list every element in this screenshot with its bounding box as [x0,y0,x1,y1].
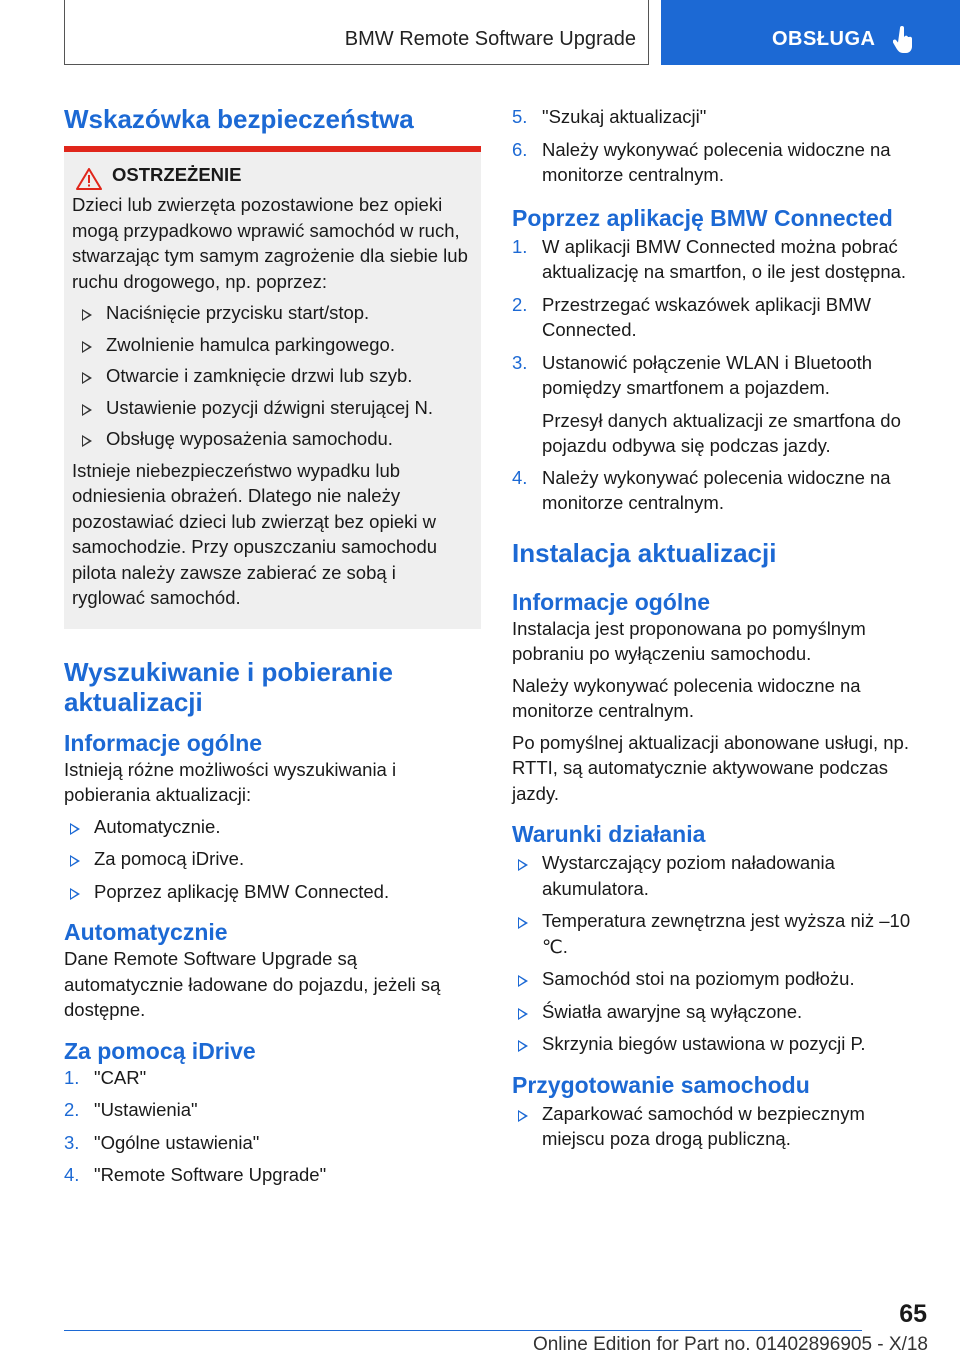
page-number: 65 [899,1300,927,1328]
bullet-triangle-icon [82,341,92,353]
app-step3-note: Przesył danych aktualizacji ze smartfona do pojazdu odbywa się podczas jazdy. [542,409,901,456]
warning-outro: Istnieje niebezpieczeństwo wypadku lub odniesienia obrażeń. Dlatego nie należy pozostawiać dzieci lub zwierząt bez opieki w samochodzie. Przy opuszczaniu samochodu pilota należy zawsze zabierać ze sobą i ryglować samochód. [72,459,438,608]
footer-divider [64,1330,862,1331]
right-column [512,104,926,1152]
search-heading: Wyszukiwanie i pobieranie aktualizacji [64,656,393,717]
chapter-tab[interactable] [661,0,960,65]
bullet-triangle-icon [82,372,92,384]
list-item: Temperatura zewnętrzna jest wyższa niż –10 ℃. [512,908,926,959]
install-general-heading: Informacje ogólne [512,588,711,615]
warning-list [76,300,473,452]
warning-intro: Dzieci lub zwierzęta pozostawione bez opieki mogą przypadkowo wprawić samochód w ruch, stwarzając tym samym zagrożenie dla siebie lub ruchu drogowego, np. poprzez: [72,194,468,292]
bullet-triangle-icon [70,888,80,900]
section-title: BMW Remote Software Upgrade [344,28,636,50]
install-paragraph-3: Po pomyślnej aktualizacji abonowane usługi, np. RTTI, są automatycznie aktywowane podczas jazdy. [512,731,909,804]
list-item: 2. "Ustawienia" [64,1099,198,1120]
warning-title: OSTRZEŻENIE [112,164,242,185]
left-column [64,104,481,1188]
idrive-steps [64,1065,481,1188]
list-item: 2. Przestrzegać wskazówek aplikacji BMW Connected. [512,293,871,340]
list-item: Samochód stoi na poziomym podłożu. [512,966,926,992]
conditions-heading: Warunki działania [512,821,706,847]
general-list [64,814,481,905]
prep-list [512,1101,926,1152]
list-item: Automatycznie. [64,814,481,840]
list-item: Zaparkować samochód w bezpiecznym miejscu poza drogą publiczną. [512,1101,926,1152]
bullet-triangle-icon [82,309,92,321]
list-item: 1. W aplikacji BMW Connected można pobrać aktualizację na smartfon, o ile jest dostępna. [512,235,907,282]
bullet-triangle-icon [518,1040,528,1052]
list-item: Światła awaryjne są wyłączone. [512,999,926,1025]
warning-triangle-icon [76,168,102,190]
install-heading: Instalacja aktualizacji [512,537,777,568]
idrive-steps-continued [512,104,926,188]
general-heading: Informacje ogólne [64,729,263,756]
bullet-triangle-icon [518,859,528,871]
bullet-triangle-icon [518,917,528,929]
list-item: 4. "Remote Software Upgrade" [64,1164,327,1185]
list-item: Naciśnięcie przycisku start/stop. [76,300,473,326]
bullet-triangle-icon [70,855,80,867]
list-item: 4. Należy wykonywać polecenia widoczne na monitorze centralnym. [512,466,891,513]
list-item: Poprzez aplikację BMW Connected. [64,879,481,905]
list-item: Obsługę wyposażenia samochodu. [76,426,473,452]
app-steps [512,234,926,401]
conditions-list [512,850,926,1057]
safety-heading: Wskazówka bezpieczeństwa [64,104,414,134]
hand-pointer-icon [893,26,915,54]
bullet-triangle-icon [518,1110,528,1122]
list-item: 5. "Szukaj aktualizacji" [512,106,707,127]
auto-heading: Automatycznie [64,919,228,945]
list-item: 3. "Ogólne ustawienia" [64,1131,260,1153]
list-item: Za pomocą iDrive. [64,846,481,872]
bullet-triangle-icon [70,823,80,835]
list-item: Otwarcie i zamknięcie drzwi lub szyb. [76,363,473,389]
list-item: 1. "CAR" [64,1066,147,1088]
footer-edition: Online Edition for Part no. 01402896905 - X/18 [532,1334,928,1355]
list-item: Skrzynia biegów ustawiona w pozycji P. [512,1031,926,1057]
prep-heading: Przygotowanie samochodu [512,1071,810,1098]
list-item: 3. Ustanowić połączenie WLAN i Bluetooth pomiędzy smartfonem a pojazdem. [512,351,873,398]
bullet-triangle-icon [518,975,528,987]
list-item: Zwolnienie hamulca parkingowego. [76,332,473,358]
bullet-triangle-icon [82,435,92,447]
bullet-triangle-icon [518,1008,528,1020]
list-item: Wystarczający poziom naładowania akumulatora. [512,850,926,901]
chapter-tab-label: OBSŁUGA [772,28,876,50]
list-item: Ustawienie pozycji dźwigni sterującej N. [76,395,473,421]
install-paragraph-2: Należy wykonywać polecenia widoczne na monitorze centralnym. [512,674,861,721]
warning-box [64,152,481,629]
bullet-triangle-icon [82,404,92,416]
app-heading: Poprzez aplikację BMW Connected [512,204,893,231]
install-paragraph-1: Instalacja jest proponowana po pomyślnym pobraniu po wyłączeniu samochodu. [512,617,866,664]
idrive-heading: Za pomocą iDrive [64,1037,256,1064]
auto-text: Dane Remote Software Upgrade są automatycznie ładowane do pojazdu, jeżeli są dostępne. [64,948,441,1020]
header-section-box [64,0,649,65]
general-text: Istnieją różne możliwości wyszukiwania i pobierania aktualizacji: [64,758,397,805]
app-step4 [512,465,926,516]
list-item: 6. Należy wykonywać polecenia widoczne na monitorze centralnym. [512,138,891,185]
